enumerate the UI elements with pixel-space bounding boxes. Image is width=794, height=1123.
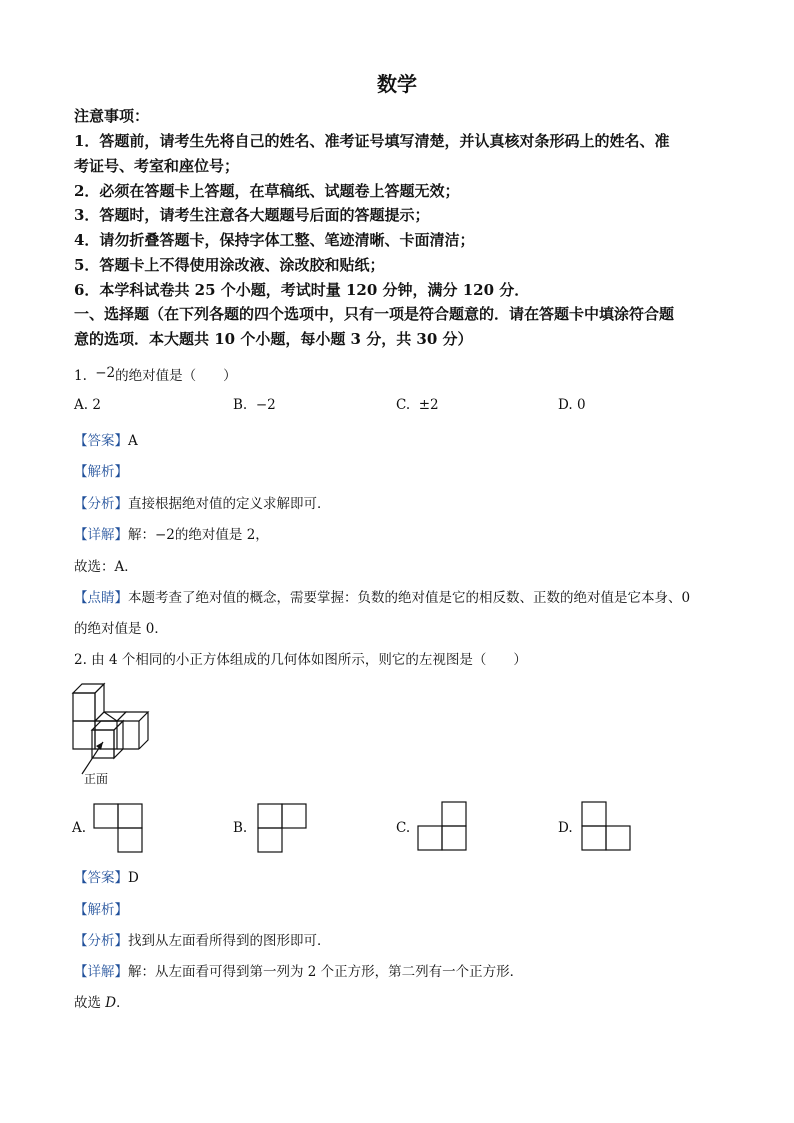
q2-option-c-figure (416, 800, 468, 852)
notice-heading: 注意事项： (74, 107, 150, 125)
q2-conclusion: 故选 D． (74, 995, 130, 1011)
page-title: 数学 (377, 72, 417, 96)
section-heading-line-1: 一、选择题（在下列各题的四个选项中，只有一项是符合题意的．请在答题卡中填涂符合题 (74, 305, 675, 323)
q2-option-d-label: D. (558, 820, 573, 836)
q1-option-a: A. 2 (74, 397, 101, 413)
notice-item-6: 6．本学科试卷共 25 个小题，考试时量 120 分钟，满分 120 分． (74, 281, 530, 299)
q2-option-b-figure (256, 802, 308, 854)
notice-item-5: 5．答题卡上不得使用涂改液、涂改胶和贴纸； (74, 256, 385, 274)
notice-item-3: 3．答题时，请考生注意各大题题号后面的答题提示； (74, 206, 430, 224)
question-text: 的绝对值是（ ） (115, 368, 237, 384)
q1-conclusion: 故选：A． (74, 559, 138, 575)
notice-item-1-cont: 考证号、考室和座位号； (74, 157, 240, 175)
notice-item-4: 4．请勿折叠答题卡，保持字体工整、笔迹清晰、卡面清洁； (74, 231, 475, 249)
q2-answer (74, 866, 734, 886)
q2-option-c-label: C. (396, 820, 411, 836)
notice-item-2: 2．必须在答题卡上答题，在草稿纸、试题卷上答题无效； (74, 182, 460, 200)
q2-fenxi: 【分析】找到从左面看所得到的图形即可． (74, 933, 331, 949)
q1-dianjing: 【点睛】本题考查了绝对值的概念，需要掌握：负数的绝对值是它的相反数、正数的绝对值是它本身、0 (74, 590, 691, 606)
q1-option-b: B. −2 (233, 397, 276, 413)
q1-option-d: D. 0 (558, 397, 586, 413)
q1-option-c: C. ±2 (396, 397, 439, 413)
q1-fenxi: 【分析】直接根据绝对值的定义求解即可． (74, 496, 331, 512)
q2-analysis-heading: 【解析】 (74, 902, 128, 918)
answer-tag: 【答案】 (74, 433, 128, 449)
q2-option-a-label: A. (72, 820, 87, 836)
q1-answer (74, 429, 734, 449)
notice-item-1: 1．答题前，请考生先将自己的姓名、准考证号填写清楚，并认真核对条形码上的姓名、准 (74, 132, 670, 150)
question-2-stem: 2. 由 4 个相同的小正方体组成的几何体如图所示，则它的左视图是（ ） (74, 652, 527, 668)
q2-xiangjie: 【详解】解：从左面看可得到第一列为 2 个正方形，第二列有一个正方形． (74, 964, 524, 980)
q1-analysis-heading: 【解析】 (74, 464, 128, 480)
section-heading-line-2: 意的选项．本大题共 10 个小题，每小题 3 分，共 30 分） (74, 330, 473, 348)
math-expression: −2 (95, 365, 116, 381)
answer-value: D (128, 870, 139, 886)
question-number: 1. (74, 368, 87, 384)
question-1-stem (74, 364, 734, 384)
answer-value: A (128, 433, 138, 449)
q2-option-b-label: B. (233, 820, 248, 836)
q2-option-a-figure (92, 802, 144, 854)
q2-option-d-figure (580, 800, 632, 852)
answer-tag: 【答案】 (74, 870, 128, 886)
front-view-label: 正面 (84, 772, 109, 786)
q1-dianjing-cont: 的绝对值是 0． (74, 621, 168, 637)
q1-xiangjie: 【详解】解：−2的绝对值是 2， (74, 527, 269, 543)
